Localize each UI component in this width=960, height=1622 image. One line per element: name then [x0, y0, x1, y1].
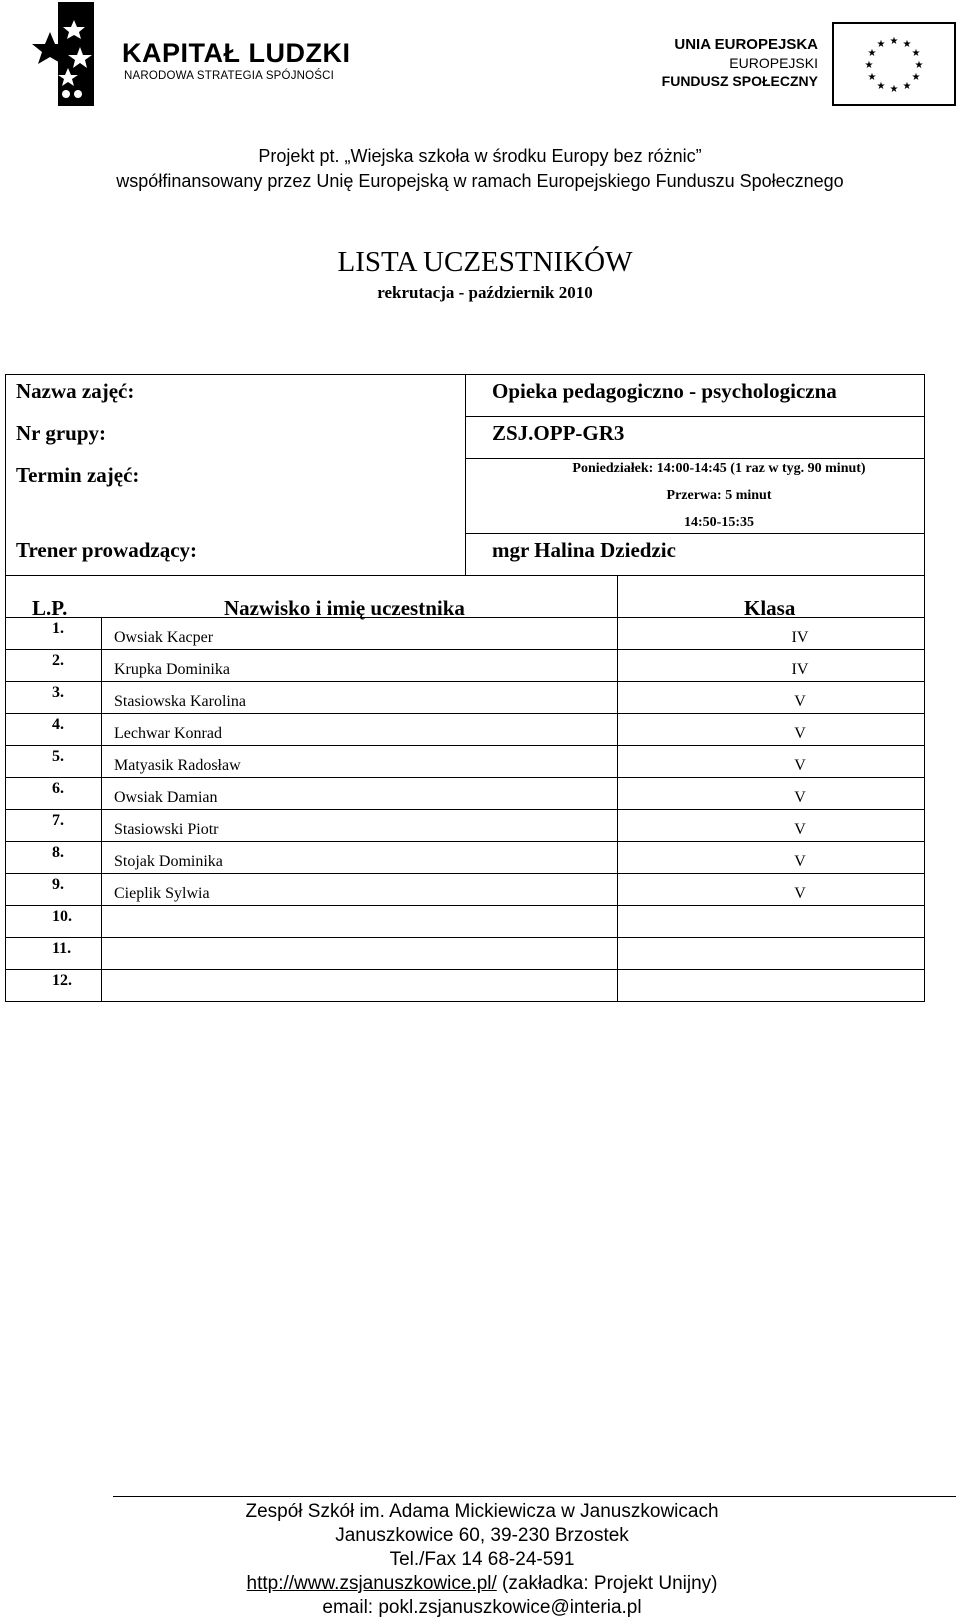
termin-label: Termin zajęć:	[16, 463, 140, 487]
grupa-value: ZSJ.OPP-GR3	[492, 421, 625, 445]
footer	[0, 1500, 960, 1620]
row-klasa: V	[794, 885, 806, 902]
row-klasa: V	[794, 789, 806, 806]
row-lp: 12.	[52, 972, 72, 989]
svg-text:★: ★	[889, 36, 899, 47]
svg-text:★: ★	[864, 60, 874, 71]
row-lp: 1.	[52, 620, 64, 637]
row-divider	[5, 841, 925, 842]
eu-line1: UNIA EUROPEJSKA	[674, 36, 818, 53]
footer-divider	[113, 1496, 956, 1497]
svg-text:★: ★	[902, 81, 912, 92]
svg-text:★: ★	[876, 39, 886, 50]
row-lp: 11.	[52, 940, 72, 957]
trener-value: mgr Halina Dziedzic	[492, 538, 676, 562]
row-lp: 6.	[52, 780, 64, 797]
trener-label: Trener prowadzący:	[16, 538, 198, 562]
row-klasa: V	[794, 853, 806, 870]
row-divider	[5, 745, 925, 746]
row-klasa: V	[794, 693, 806, 710]
grupa-label: Nr grupy:	[16, 421, 107, 445]
row-name: Owsiak Kacper	[114, 629, 214, 646]
col-klasa-header: Klasa	[744, 596, 796, 620]
school-website-link[interactable]: http://www.zsjanuszkowice.pl/	[246, 1573, 497, 1594]
svg-text:★: ★	[889, 84, 899, 95]
row-lp: 3.	[52, 684, 64, 701]
svg-text:★: ★	[911, 48, 921, 59]
kapital-ludzki-stars-icon	[30, 2, 100, 106]
row-lp: 8.	[52, 844, 64, 861]
kapital-ludzki-logo	[30, 2, 370, 106]
footer-line4	[0, 1572, 960, 1596]
svg-text:★: ★	[867, 72, 877, 83]
row-klasa: IV	[791, 629, 809, 646]
row-name: Stasiowska Karolina	[114, 693, 246, 710]
project-description	[0, 144, 960, 194]
svg-text:★: ★	[902, 39, 912, 50]
row-divider	[5, 713, 925, 714]
footer-email: email: pokl.zsjanuszkowice@interia.pl	[322, 1597, 642, 1618]
row-name: Matyasik Radosław	[114, 757, 241, 774]
project-line2: współfinansowany przez Unię Europejską w ramach Europejskiego Funduszu Społecznego	[116, 171, 844, 191]
termin-line1: Poniedziałek: 14:00-14:45 (1 raz w tyg. 90 minut)	[572, 461, 866, 476]
row-name: Cieplik Sylwia	[114, 885, 210, 902]
row-name: Stojak Dominika	[114, 853, 223, 870]
eu-stars-icon	[832, 22, 956, 106]
row-divider	[5, 777, 925, 778]
row-klasa: V	[794, 821, 806, 838]
row-divider	[5, 649, 925, 650]
eu-line3: FUNDUSZ SPOŁECZNY	[661, 73, 818, 89]
row-lp: 9.	[52, 876, 64, 893]
row-divider	[5, 809, 925, 810]
row-name: Lechwar Konrad	[114, 725, 222, 742]
row-lp: 5.	[52, 748, 64, 765]
row-lp: 10.	[52, 908, 72, 925]
row-lp: 2.	[52, 652, 64, 669]
row-divider	[5, 937, 925, 938]
nazwa-label: Nazwa zajęć:	[16, 379, 135, 403]
row-divider	[5, 969, 925, 970]
kapital-ludzki-title: KAPITAŁ LUDZKI	[122, 38, 351, 68]
row-divider	[5, 1001, 925, 1002]
row-name: Stasiowski Piotr	[114, 821, 219, 838]
svg-text:★: ★	[867, 48, 877, 59]
svg-text:★: ★	[876, 81, 886, 92]
row-divider	[5, 873, 925, 874]
svg-text:★: ★	[914, 60, 924, 71]
col-lp-header: L.P.	[32, 596, 68, 620]
page-subtitle: rekrutacja - październik 2010	[377, 283, 593, 302]
col-name-header: Nazwisko i imię uczestnika	[224, 596, 465, 620]
row-klasa: V	[794, 757, 806, 774]
nazwa-value: Opieka pedagogiczno - psychologiczna	[492, 379, 837, 403]
termin-line3: 14:50-15:35	[684, 515, 754, 530]
footer-line2: Januszkowice 60, 39-230 Brzostek	[335, 1525, 629, 1546]
row-klasa: IV	[791, 661, 809, 678]
row-lp: 4.	[52, 716, 64, 733]
row-divider	[5, 681, 925, 682]
row-klasa: V	[794, 725, 806, 742]
row-name: Owsiak Damian	[114, 789, 218, 806]
row-lp: 7.	[52, 812, 64, 829]
row-divider	[5, 905, 925, 906]
footer-line3: Tel./Fax 14 68-24-591	[389, 1549, 575, 1570]
footer-link-suffix: (zakładka: Projekt Unijny)	[496, 1573, 718, 1594]
footer-line1: Zespół Szkół im. Adama Mickiewicza w Januszkowicach	[245, 1501, 719, 1522]
kapital-ludzki-subtitle: NARODOWA STRATEGIA SPÓJNOŚCI	[124, 70, 335, 82]
eu-flag	[832, 22, 956, 106]
row-name: Krupka Dominika	[114, 661, 230, 678]
eu-logo-text	[620, 36, 818, 90]
project-line1: Projekt pt. „Wiejska szkoła w środku Europy bez różnic”	[258, 146, 702, 166]
svg-text:★: ★	[911, 72, 921, 83]
eu-line2: EUROPEJSKI	[729, 55, 818, 71]
page-title: LISTA UCZESTNIKÓW	[337, 246, 633, 278]
termin-line2: Przerwa: 5 minut	[666, 488, 772, 503]
